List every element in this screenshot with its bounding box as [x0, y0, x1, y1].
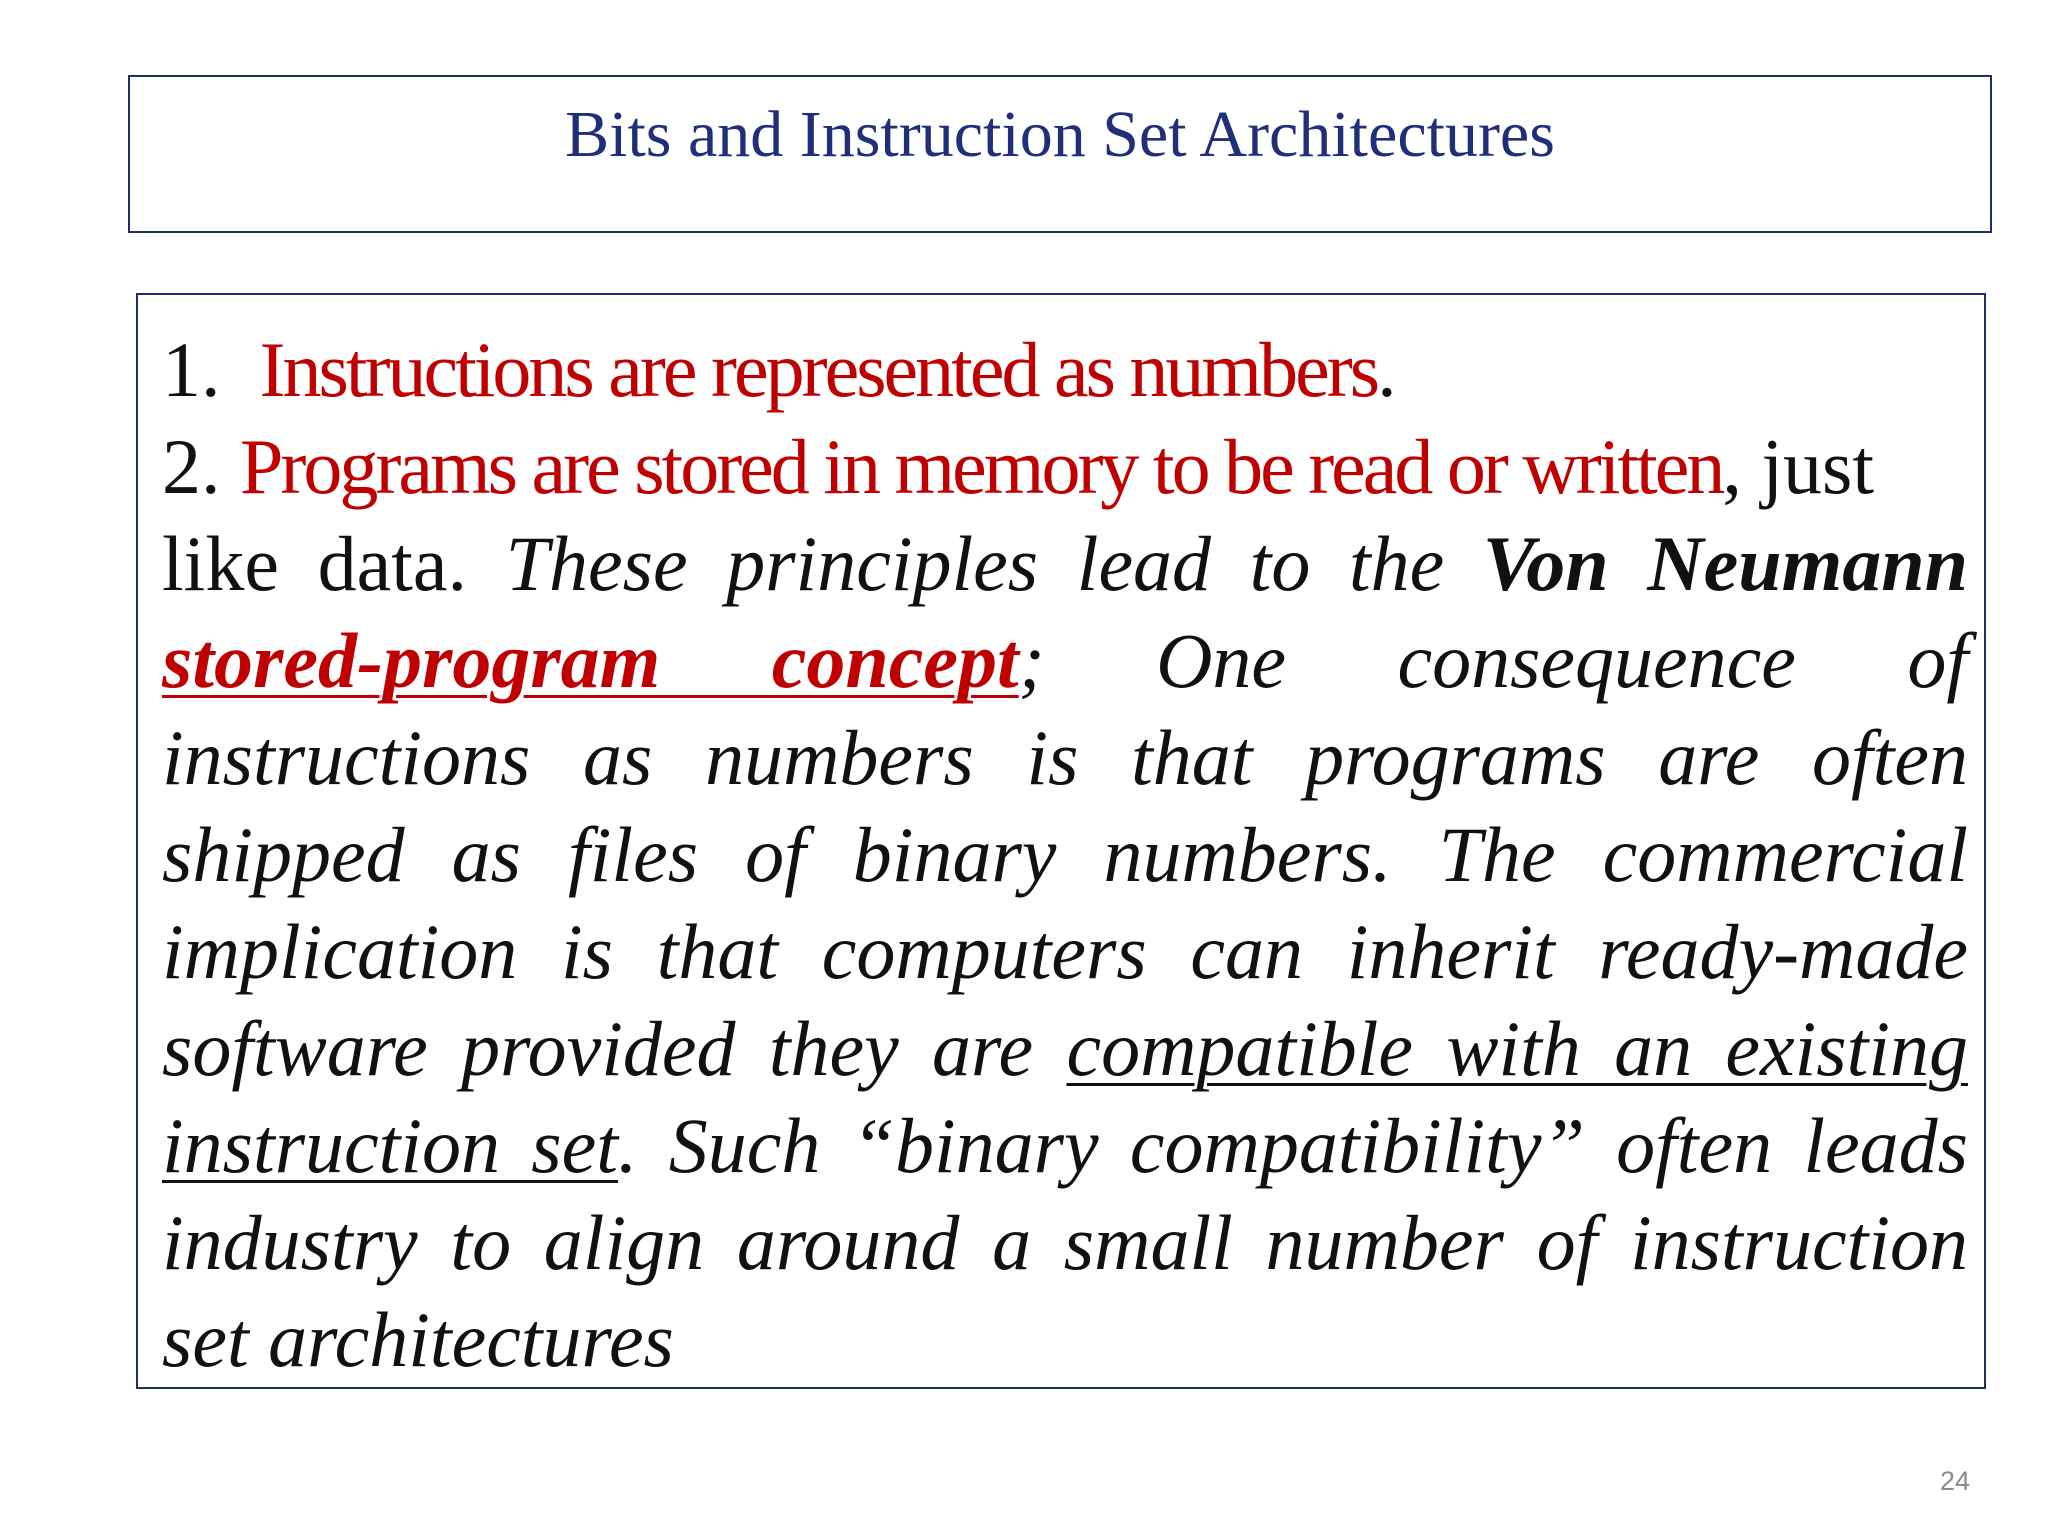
- line-3-italic: One consequence of: [1156, 617, 1969, 704]
- body-text: [162, 321, 1968, 1388]
- line-2-italic: These principles lead to the: [505, 520, 1445, 607]
- paragraph-line-10: set architectures: [162, 1296, 674, 1383]
- list-item-1: [162, 321, 1968, 418]
- von-neumann-text: Von Neumann: [1482, 520, 1969, 607]
- paragraph-line-5: shipped as files of binary numbers. The commercial: [162, 811, 1968, 898]
- line-3-semicolon: ;: [1018, 617, 1045, 704]
- line-7-text: software provided they are: [162, 1005, 1034, 1092]
- page-number: 24: [1939, 1466, 1970, 1496]
- compatible-underlined: compatible with an existing: [1066, 1005, 1968, 1092]
- line-2-plain: like data.: [162, 520, 467, 607]
- paragraph-line-3: [162, 612, 1968, 709]
- paragraph-line-9: industry to align around a small number of instruction: [162, 1199, 1968, 1286]
- item-2-after-text: , just: [1722, 423, 1875, 510]
- stored-program-concept: stored-program concept: [162, 617, 1019, 704]
- item-1-text: Instructions are represented as numbers: [259, 326, 1378, 413]
- content-box: [136, 293, 1986, 1389]
- item-2-red-text: Programs are stored in memory to be read or written: [240, 423, 1723, 510]
- paragraph-line-4: instructions as numbers is that programs are often: [162, 714, 1968, 801]
- list-item-2-line: [162, 418, 1968, 515]
- paragraph-line-6: implication is that computers can inherit ready-made: [162, 908, 1968, 995]
- item-2-number: 2.: [162, 423, 221, 510]
- paragraph-line-2: [162, 515, 1968, 612]
- slide-title: Bits and Instruction Set Architectures: [565, 98, 1555, 171]
- paragraph-line-7: [162, 1000, 1968, 1097]
- paragraph-line-8: [162, 1097, 1968, 1194]
- item-1-period: .: [1377, 326, 1397, 413]
- line-8-rest: . Such “binary compatibility” often leads: [617, 1102, 1968, 1189]
- title-box: [128, 75, 1992, 233]
- instruction-set-underlined: instruction set: [162, 1102, 618, 1189]
- item-1-number: 1.: [162, 326, 221, 413]
